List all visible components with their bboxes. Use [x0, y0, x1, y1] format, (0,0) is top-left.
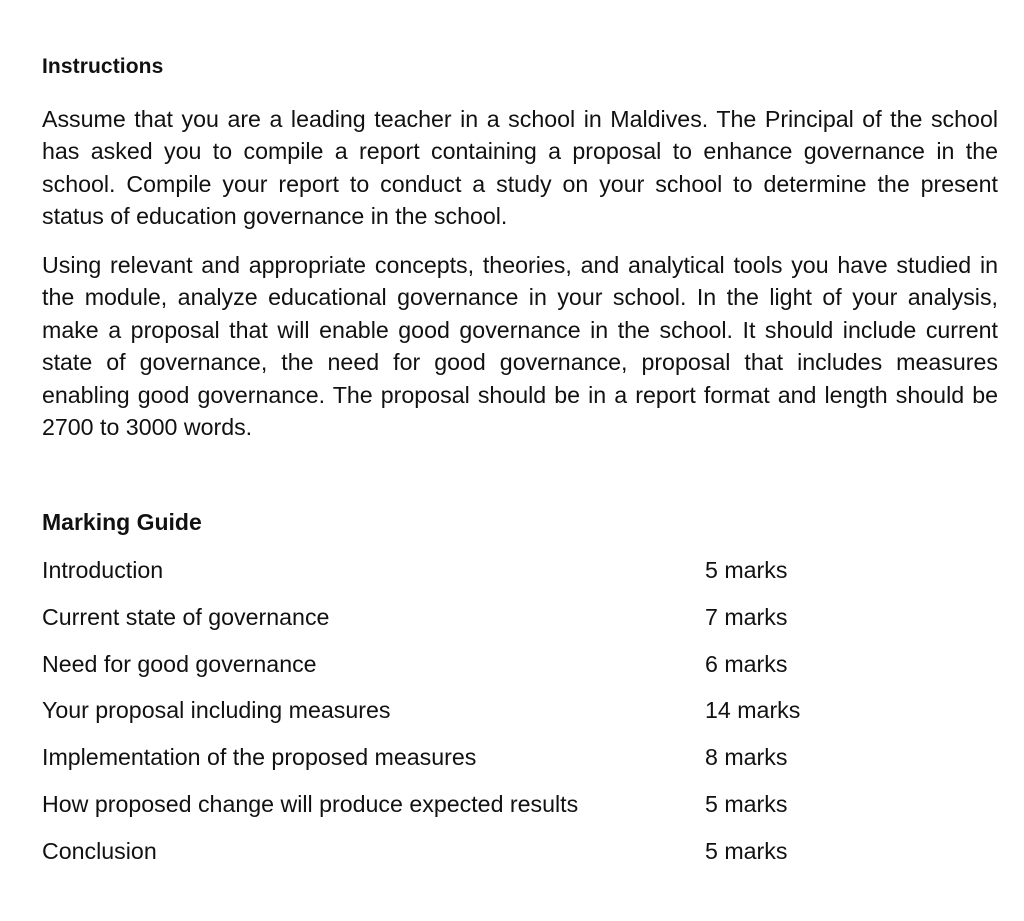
marking-guide-list	[42, 554, 998, 882]
marking-guide-heading: Marking Guide	[42, 509, 202, 535]
criterion-label: Need for good governance	[42, 650, 317, 677]
criterion-marks: 5 marks	[705, 790, 788, 817]
criterion-marks: 5 marks	[705, 557, 788, 583]
criterion-marks: 6 marks	[705, 650, 788, 677]
criterion-label: Current state of governance	[42, 603, 330, 630]
criterion-label: Implementation of the proposed measures	[42, 744, 477, 771]
marking-guide-row	[42, 741, 998, 788]
marking-guide-row	[42, 554, 998, 601]
marking-guide-row	[42, 648, 998, 695]
marking-guide-row	[42, 835, 998, 882]
criterion-marks: 8 marks	[705, 744, 788, 771]
criterion-marks: 5 marks	[705, 837, 788, 864]
criterion-label: Conclusion	[42, 837, 157, 864]
criterion-marks: 7 marks	[705, 603, 788, 630]
marking-guide-row	[42, 601, 998, 648]
criterion-label: Introduction	[42, 557, 164, 583]
marking-guide-row	[42, 788, 998, 835]
instructions-paragraph-1: Assume that you are a leading teacher in a school in Maldives. The Principal of the school has asked you to compile a report containing a proposal to enhance governance in the school. Compile your report to conduct a study on your school to determine the present status of education governance in the school.	[42, 106, 998, 230]
instructions-heading: Instructions	[42, 55, 164, 78]
criterion-label: Your proposal including measures	[42, 697, 391, 724]
criterion-marks: 14 marks	[705, 697, 801, 724]
instructions-paragraph-2: Using relevant and appropriate concepts, theories, and analytical tools you have studied in the module, analyze educational governance in your school. In the light of your analysis, make a proposal that will enable good governance in the school. It should include current state of governance, the need for good governance, proposal that includes measures enabling good governance. The proposal should be in a report format and length should be 2700 to 3000 words.	[42, 252, 998, 441]
criterion-label: How proposed change will produce expected results	[42, 790, 579, 817]
marking-guide-row	[42, 694, 998, 741]
